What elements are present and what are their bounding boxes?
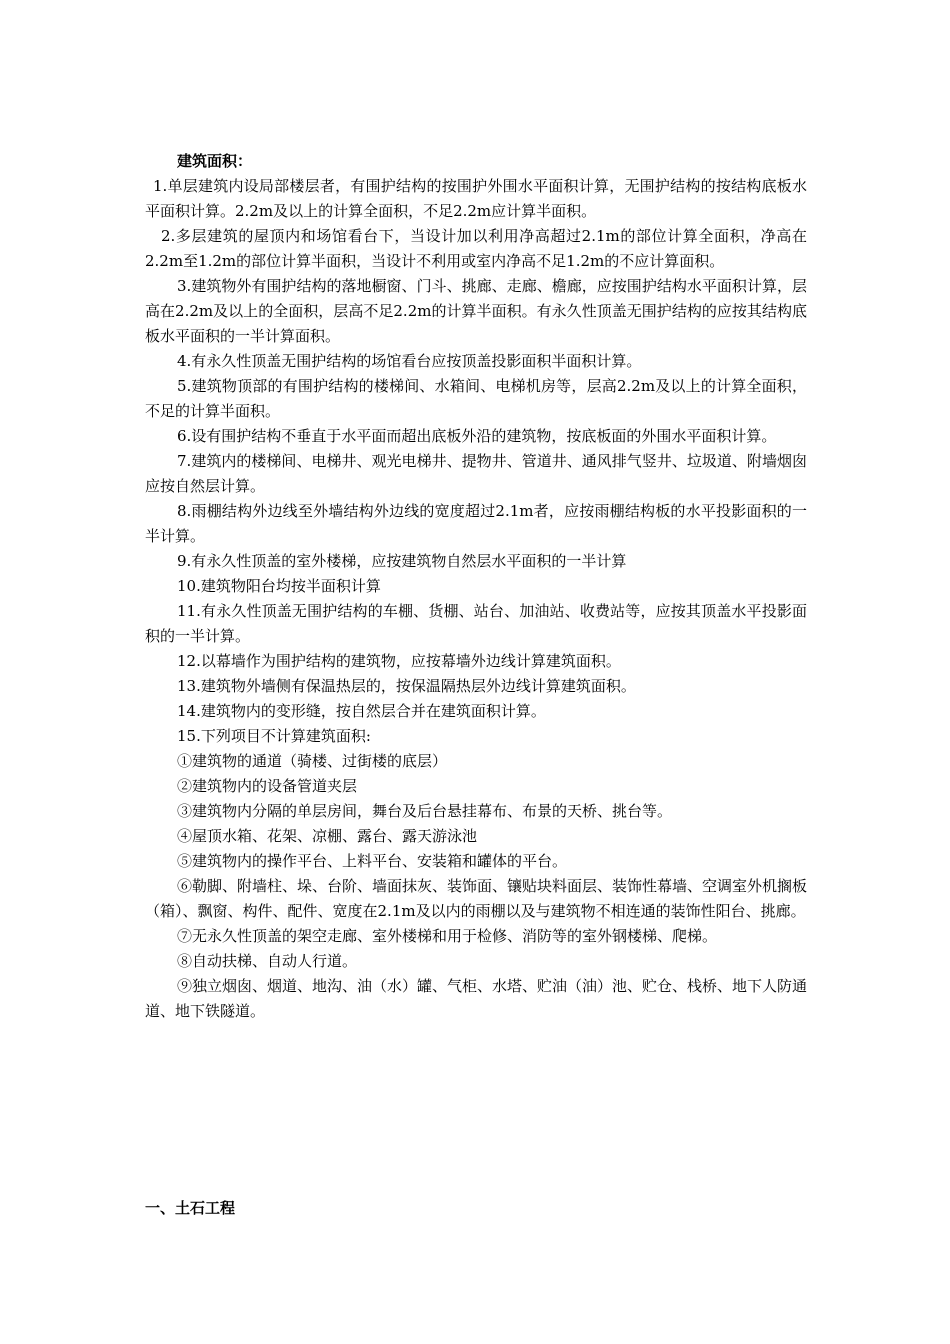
paragraph-3: 3.建筑物外有围护结构的落地橱窗、门斗、挑廊、走廊、檐廊，应按围护结构水平面积计算，层高在2.2m及以上的全面积，层高不足2.2m的计算半面积。有永久性顶盖无围护结构的应按其结构底板水平面积的一半计算面积。 [145, 277, 807, 345]
paragraph-6: 6.设有围护结构不垂直于水平面而超出底板外沿的建筑物，按底板面的外围水平面积计算。 [177, 427, 777, 445]
paragraph-15: 15.下列项目不计算建筑面积: [177, 727, 371, 745]
paragraph-9: 9.有永久性顶盖的室外楼梯，应按建筑物自然层水平面积的一半计算 [177, 552, 627, 570]
list-item-4: ④屋顶水箱、花架、凉棚、露台、露天游泳池 [177, 827, 478, 845]
chapter-title: 一、土石工程 [145, 1199, 236, 1217]
paragraph-13: 13.建筑物外墙侧有保温热层的，按保温隔热层外边线计算建筑面积。 [177, 677, 636, 695]
paragraph-5: 5.建筑物顶部的有围护结构的楼梯间、水箱间、电梯机房等，层高2.2m及以上的计算全面积，不足的计算半面积。 [145, 377, 807, 420]
list-item-7: ⑦无永久性顶盖的架空走廊、室外楼梯和用于检修、消防等的室外钢楼梯、爬梯。 [177, 927, 718, 945]
paragraph-1: 1.单层建筑内设局部楼层者，有围护结构的按围护外围水平面积计算，无围护结构的按结构底板水平面积计算。2.2m及以上的计算全面积，不足2.2m应计算半面积。 [145, 177, 807, 220]
paragraph-4: 4.有永久性顶盖无围护结构的场馆看台应按顶盖投影面积半面积计算。 [177, 352, 642, 370]
paragraph-7: 7.建筑内的楼梯间、电梯井、观光电梯井、提物井、管道井、通风排气竖井、垃圾道、附墙烟囱应按自然层计算。 [145, 452, 807, 495]
paragraph-11: 11.有永久性顶盖无围护结构的车棚、货棚、站台、加油站、收费站等，应按其顶盖水平投影面积的一半计算。 [145, 602, 807, 645]
paragraph-8: 8.雨棚结构外边线至外墙结构外边线的宽度超过2.1m者，应按雨棚结构板的水平投影面积的一半计算。 [145, 502, 807, 545]
paragraph-10: 10.建筑物阳台均按半面积计算 [177, 577, 381, 595]
list-item-6: ⑥勒脚、附墙柱、垛、台阶、墙面抹灰、装饰面、镶贴块料面层、装饰性幕墙、空调室外机搁板（箱）、飘窗、构件、配件、宽度在2.1m及以内的雨棚以及与建筑物不相连通的装饰性阳台、挑廊。 [145, 877, 808, 920]
document-body [145, 149, 807, 1024]
list-item-5: ⑤建筑物内的操作平台、上料平台、安装箱和罐体的平台。 [177, 852, 568, 870]
list-item-3: ③建筑物内分隔的单层房间，舞台及后台悬挂幕布、布景的天桥、挑台等。 [177, 802, 673, 820]
paragraph-14: 14.建筑物内的变形缝，按自然层合并在建筑面积计算。 [177, 702, 546, 720]
list-item-8: ⑧自动扶梯、自动人行道。 [177, 952, 358, 970]
list-item-9: ⑨独立烟囱、烟道、地沟、油（水）罐、气柜、水塔、贮油（油）池、贮仓、栈桥、地下人防通道、地下铁隧道。 [145, 977, 808, 1020]
paragraph-12: 12.以幕墙作为围护结构的建筑物，应按幕墙外边线计算建筑面积。 [177, 652, 621, 670]
list-item-2: ②建筑物内的设备管道夹层 [177, 777, 358, 795]
list-item-1: ①建筑物的通道（骑楼、过街楼的底层） [177, 752, 448, 770]
section-heading: 建筑面积： [177, 152, 253, 170]
paragraph-2: 2.多层建筑的屋顶内和场馆看台下，当设计加以利用净高超过2.1m的部位计算全面积，净高在2.2m至1.2m的部位计算半面积，当设计不利用或室内净高不足1.2m的不应计算面积。 [145, 227, 807, 270]
